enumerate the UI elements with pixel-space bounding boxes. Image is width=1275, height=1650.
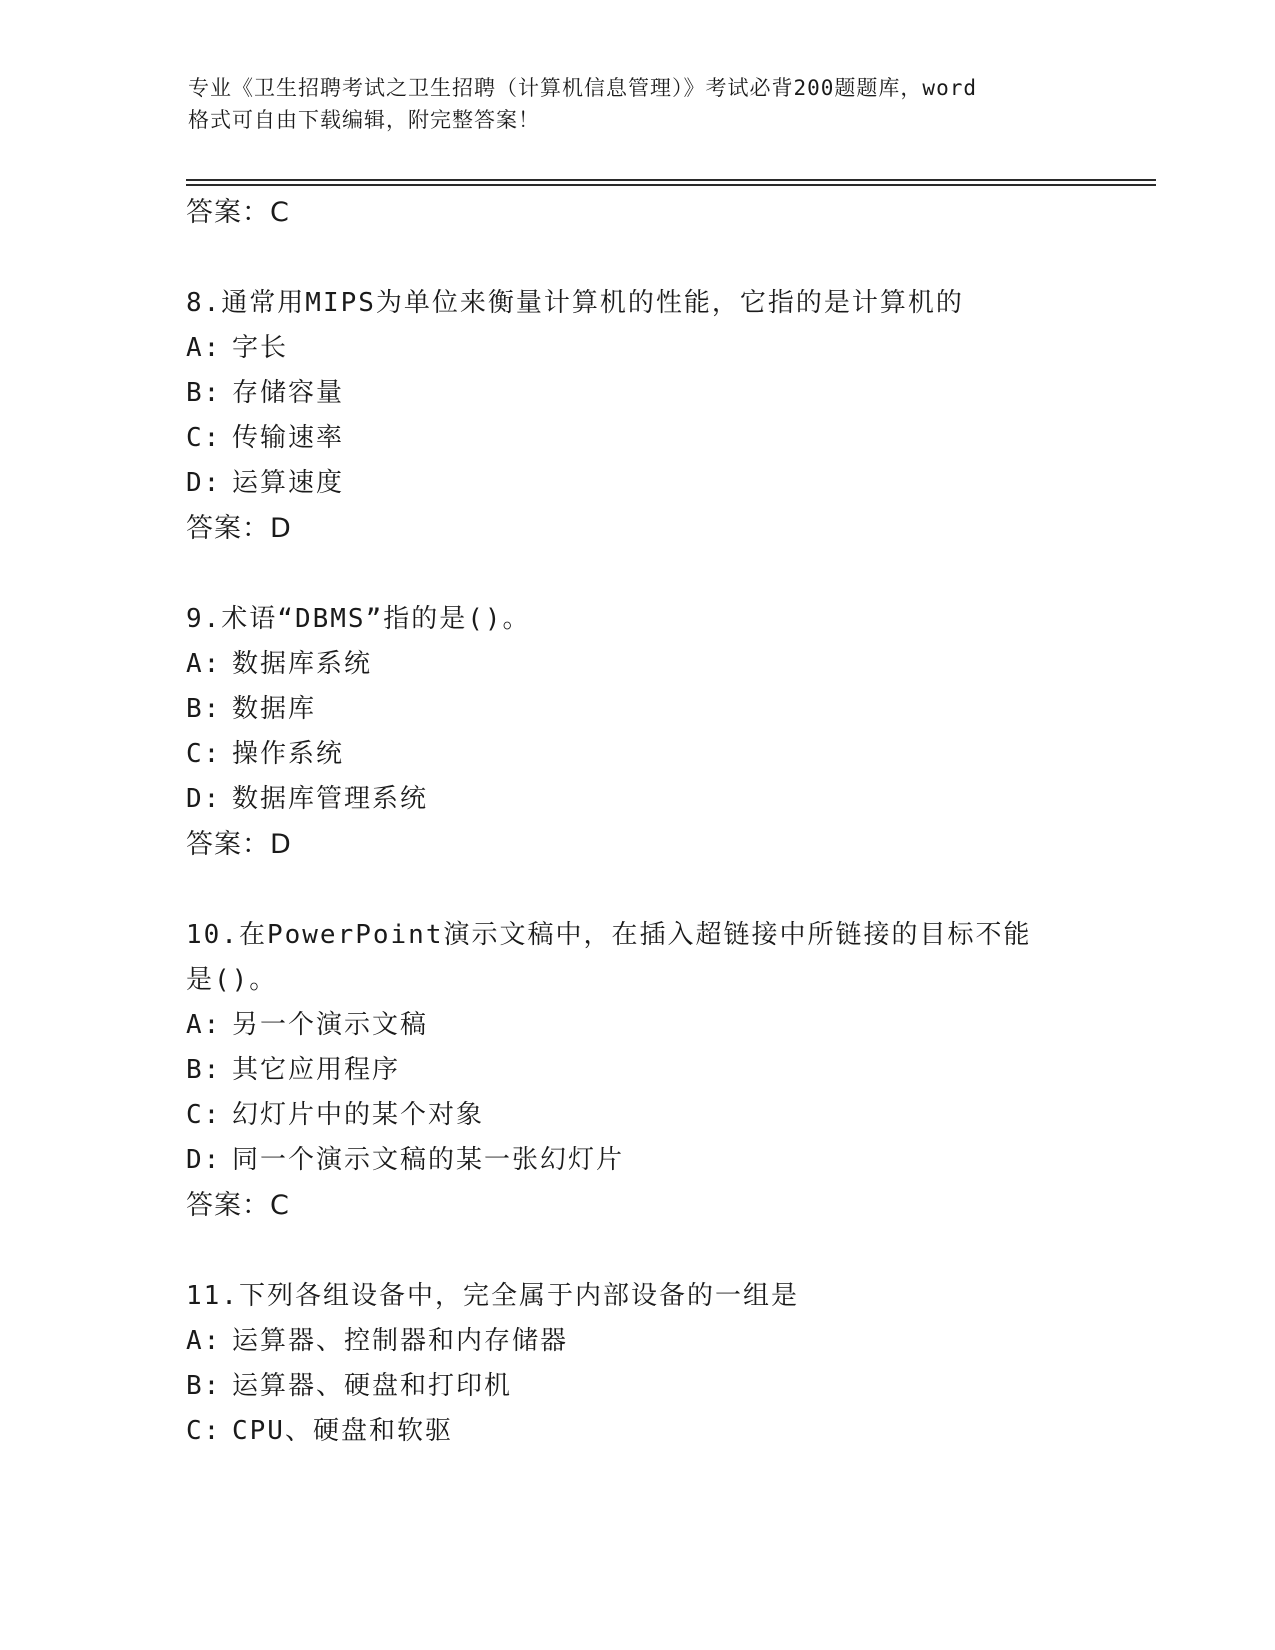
header-divider-top	[186, 179, 1156, 181]
answer-line: 答案：D	[186, 829, 292, 860]
option-text: 其它应用程序	[232, 1055, 401, 1085]
option-key: B:	[186, 694, 222, 724]
option-key: A:	[186, 649, 222, 679]
option-b	[186, 1364, 1146, 1409]
option-key: C:	[186, 1100, 222, 1130]
option-text: 传输速率	[232, 423, 345, 453]
option-key: B:	[186, 378, 222, 408]
option-b	[186, 1048, 1146, 1093]
answer-line: 答案：C	[186, 1190, 290, 1221]
option-d	[186, 1138, 1146, 1183]
option-text: 另一个演示文稿	[232, 1010, 429, 1040]
question-text: 9.术语“DBMS”指的是()。	[186, 604, 531, 634]
option-text: CPU、硬盘和软驱	[232, 1416, 453, 1446]
option-c	[186, 732, 1146, 777]
option-key: D:	[186, 468, 222, 498]
spacer	[186, 867, 1146, 913]
option-key: A:	[186, 1326, 222, 1356]
question-list	[186, 190, 1146, 1454]
header-divider-bottom	[186, 184, 1156, 186]
option-text: 运算速度	[232, 468, 345, 498]
option-key: D:	[186, 1145, 222, 1175]
option-text: 运算器、硬盘和打印机	[232, 1371, 513, 1401]
question-text: 11.下列各组设备中，完全属于内部设备的一组是	[186, 1281, 799, 1311]
option-a	[186, 1003, 1146, 1048]
header-line-2: 格式可自由下载编辑，附完整答案！	[188, 108, 540, 132]
option-text: 数据库	[232, 694, 317, 724]
option-key: A:	[186, 333, 222, 363]
option-text: 数据库系统	[232, 649, 373, 679]
option-b	[186, 687, 1146, 732]
option-key: D:	[186, 784, 222, 814]
option-c	[186, 1409, 1146, 1454]
option-c	[186, 1093, 1146, 1138]
option-text: 存储容量	[232, 378, 345, 408]
option-text: 字长	[232, 333, 289, 363]
option-text: 幻灯片中的某个对象	[232, 1100, 485, 1130]
answer-line: 答案：C	[186, 197, 290, 228]
option-key: C:	[186, 1416, 222, 1446]
option-key: C:	[186, 423, 222, 453]
option-key: C:	[186, 739, 222, 769]
spacer	[186, 1228, 1146, 1274]
option-key: B:	[186, 1055, 222, 1085]
option-text: 数据库管理系统	[232, 784, 429, 814]
option-b	[186, 371, 1146, 416]
header-line-1: 专业《卫生招聘考试之卫生招聘（计算机信息管理）》考试必背200题题库，word	[188, 76, 977, 100]
option-text: 同一个演示文稿的某一张幻灯片	[232, 1145, 625, 1175]
option-key: A:	[186, 1010, 222, 1040]
option-d	[186, 461, 1146, 506]
option-a	[186, 1319, 1146, 1364]
option-text: 操作系统	[232, 739, 345, 769]
question-text: 10.在PowerPoint演示文稿中，在插入超链接中所链接的目标不能是()。	[186, 920, 1032, 995]
question-text: 8.通常用MIPS为单位来衡量计算机的性能，它指的是计算机的	[186, 288, 964, 318]
option-key: B:	[186, 1371, 222, 1401]
spacer	[186, 235, 1146, 281]
document-header	[188, 72, 1088, 136]
option-a	[186, 642, 1146, 687]
option-text: 运算器、控制器和内存储器	[232, 1326, 569, 1356]
option-d	[186, 777, 1146, 822]
option-a	[186, 326, 1146, 371]
spacer	[186, 551, 1146, 597]
option-c	[186, 416, 1146, 461]
answer-line: 答案：D	[186, 513, 292, 544]
